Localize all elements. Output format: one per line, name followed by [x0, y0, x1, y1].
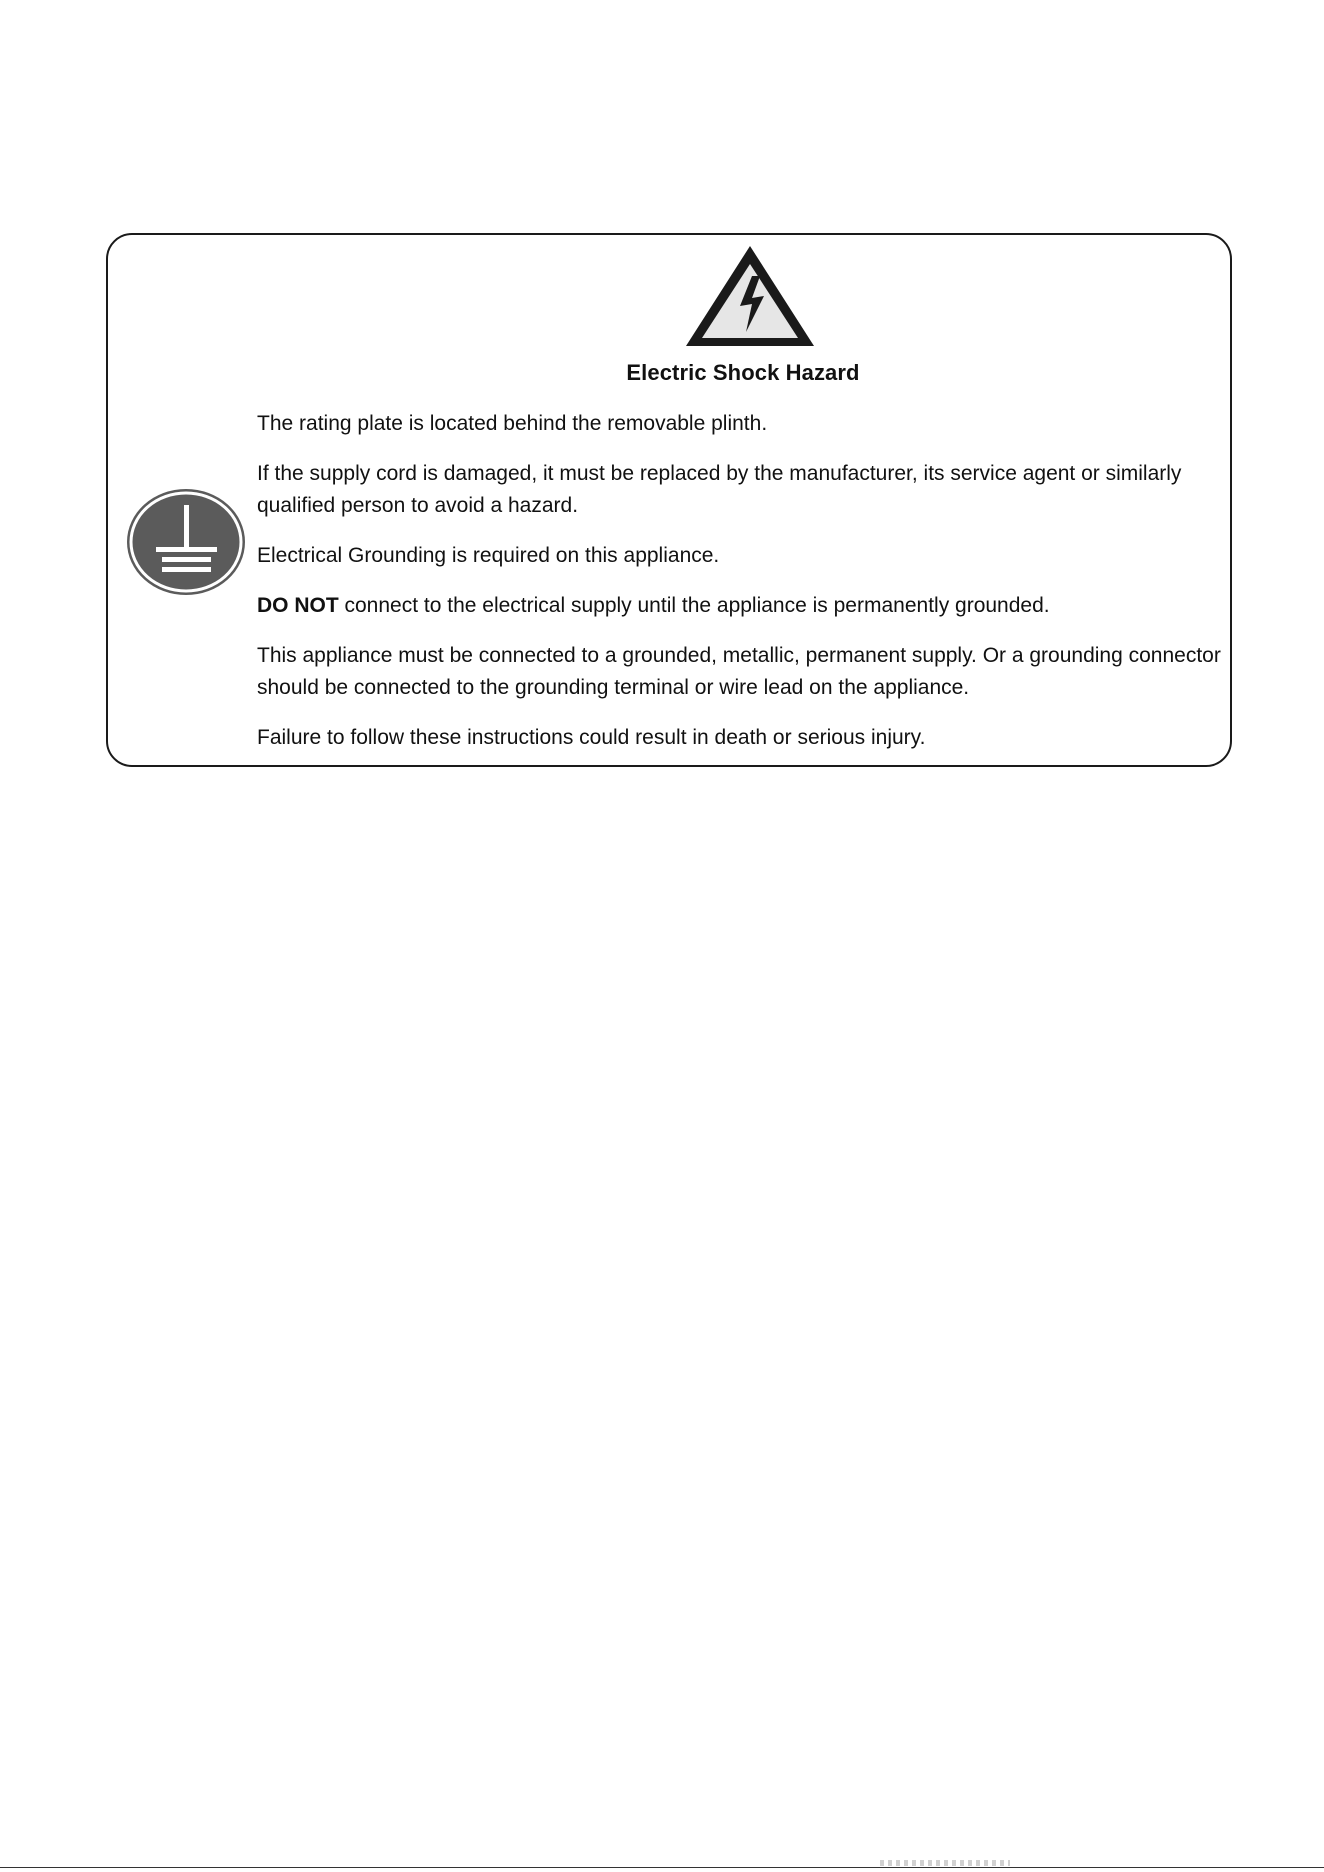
paragraph-failure-warning: Failure to follow these instructions could result in death or serious injury.	[257, 726, 926, 749]
paragraph-grounding-required: Electrical Grounding is required on this appliance.	[257, 544, 720, 567]
hazard-title: Electric Shock Hazard	[626, 360, 860, 385]
electric-hazard-icon	[680, 240, 820, 352]
footer-smudge	[880, 1860, 1010, 1866]
ground-icon	[125, 487, 247, 597]
warning-text	[257, 408, 1227, 772]
paragraph-connection-requirements: This appliance must be connected to a grounded, metallic, permanent supply. Or a grounding connector should be connected to the grounding terminal or wire lead on the appliance.	[257, 644, 1221, 699]
paragraph-supply-cord: If the supply cord is damaged, it must be replaced by the manufacturer, its service agent or similarly qualified person to avoid a hazard.	[257, 462, 1182, 517]
do-not-text: connect to the electrical supply until the appliance is permanently grounded.	[338, 594, 1050, 617]
paragraph-rating-plate: The rating plate is located behind the removable plinth.	[257, 412, 768, 435]
footer-rule	[0, 1867, 1324, 1868]
paragraph-do-not-connect	[257, 590, 1227, 622]
do-not-label: DO NOT	[257, 594, 339, 617]
